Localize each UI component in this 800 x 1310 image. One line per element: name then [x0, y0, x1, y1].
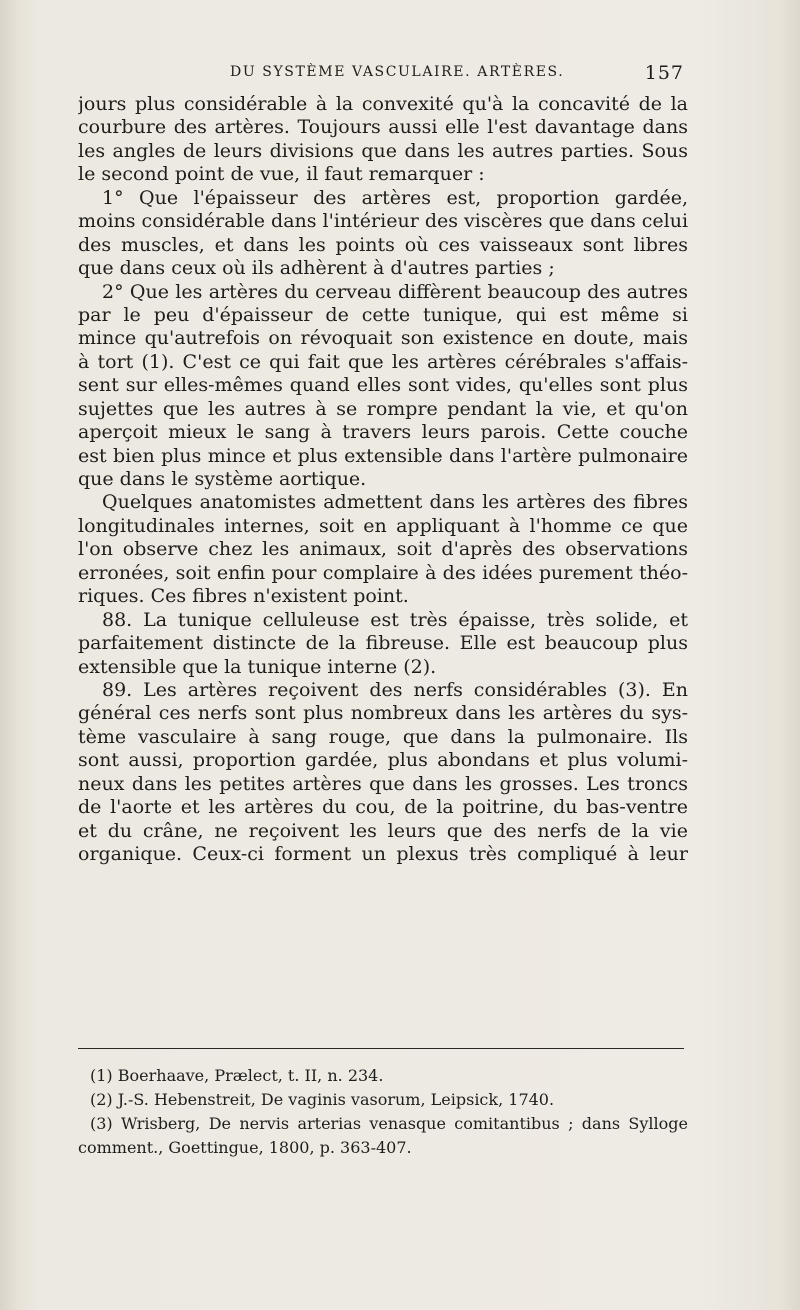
body-line: le second point de vue, il faut remarquer :	[78, 163, 485, 186]
page-header	[78, 62, 688, 92]
body-line: 88. La tunique celluleuse est très épaisse, très solide, et	[102, 608, 688, 631]
page-number: 157	[644, 62, 684, 84]
body-line: mince qu'autrefois on révoquait son existence en doute, mais	[78, 327, 688, 350]
footnote-rule	[78, 1048, 684, 1049]
body-line: jours plus considérable à la convexité qu'à la concavité de la	[78, 93, 688, 115]
body-line: est bien plus mince et plus extensible dans l'artère pulmonaire	[78, 444, 688, 467]
body-line: parfaitement distincte de la fibreuse. Elle est beaucoup plus	[78, 632, 688, 655]
body-line: aperçoit mieux le sang à travers leurs parois. Cette couche	[78, 421, 688, 444]
running-head: DU SYSTÈME VASCULAIRE. ARTÈRES.	[230, 64, 565, 80]
body-line: sont aussi, proportion gardée, plus abondans et plus volumi-	[78, 749, 688, 772]
body-line: que dans le système aortique.	[78, 468, 367, 490]
body-line: général ces nerfs sont plus nombreux dans les artères du sys-	[78, 702, 688, 725]
body-line: 89. Les artères reçoivent des nerfs considérables (3). En	[102, 678, 688, 701]
body-line: extensible que la tunique interne (2).	[78, 655, 437, 678]
body-line: les angles de leurs divisions que dans les autres parties. Sous	[78, 139, 688, 162]
body-line: erronées, soit enfin pour complaire à des idées purement théo-	[78, 561, 688, 584]
body-line: sent sur elles-mêmes quand elles sont vides, qu'elles sont plus	[78, 374, 688, 397]
body-line: des muscles, et dans les points où ces vaisseaux sont libres	[78, 233, 688, 256]
body-line: courbure des artères. Toujours aussi elle l'est davantage dans	[78, 116, 688, 139]
footnote-3-continued: comment., Goettingue, 1800, p. 363-407.	[78, 1138, 412, 1157]
body-line: que dans ceux où ils adhèrent à d'autres parties ;	[78, 257, 555, 280]
body-line: par le peu d'épaisseur de cette tunique, qui est même si	[78, 303, 688, 326]
body-line: sujettes que les autres à se rompre pendant la vie, et qu'on	[78, 397, 688, 420]
body-line: Quelques anatomistes admettent dans les artères des fibres	[102, 491, 688, 514]
body-line: longitudinales internes, soit en appliquant à l'homme ce que	[78, 514, 688, 537]
footnotes	[78, 1064, 688, 1160]
body-line: de l'aorte et les artères du cou, de la poitrine, du bas-ventre	[78, 796, 688, 819]
footnote-2: (2) J.-S. Hebenstreit, De vaginis vasorum, Leipsick, 1740.	[90, 1090, 555, 1109]
body-line: moins considérable dans l'intérieur des viscères que dans celui	[78, 210, 688, 233]
footnote-1: (1) Boerhaave, Prælect, t. II, n. 234.	[90, 1066, 384, 1085]
body-line: 2° Que les artères du cerveau diffèrent beaucoup des autres	[102, 280, 688, 303]
body-text	[78, 93, 688, 866]
body-line: l'on observe chez les animaux, soit d'après des observations	[78, 538, 688, 561]
body-line: et du crâne, ne reçoivent les leurs que des nerfs de la vie	[78, 819, 688, 842]
body-line: riques. Ces fibres n'existent point.	[78, 585, 409, 608]
body-line: organique. Ceux-ci forment un plexus très compliqué à leur	[78, 843, 688, 865]
body-line: 1° Que l'épaisseur des artères est, proportion gardée,	[102, 186, 688, 209]
body-line: tème vasculaire à sang rouge, que dans la pulmonaire. Ils	[78, 725, 688, 748]
body-line: neux dans les petites artères que dans les grosses. Les troncs	[78, 772, 688, 795]
footnote-3: (3) Wrisberg, De nervis arterias venasque comitantibus ; dans Sylloge	[90, 1114, 688, 1133]
body-line: à tort (1). C'est ce qui fait que les artères cérébrales s'affais-	[78, 350, 688, 373]
